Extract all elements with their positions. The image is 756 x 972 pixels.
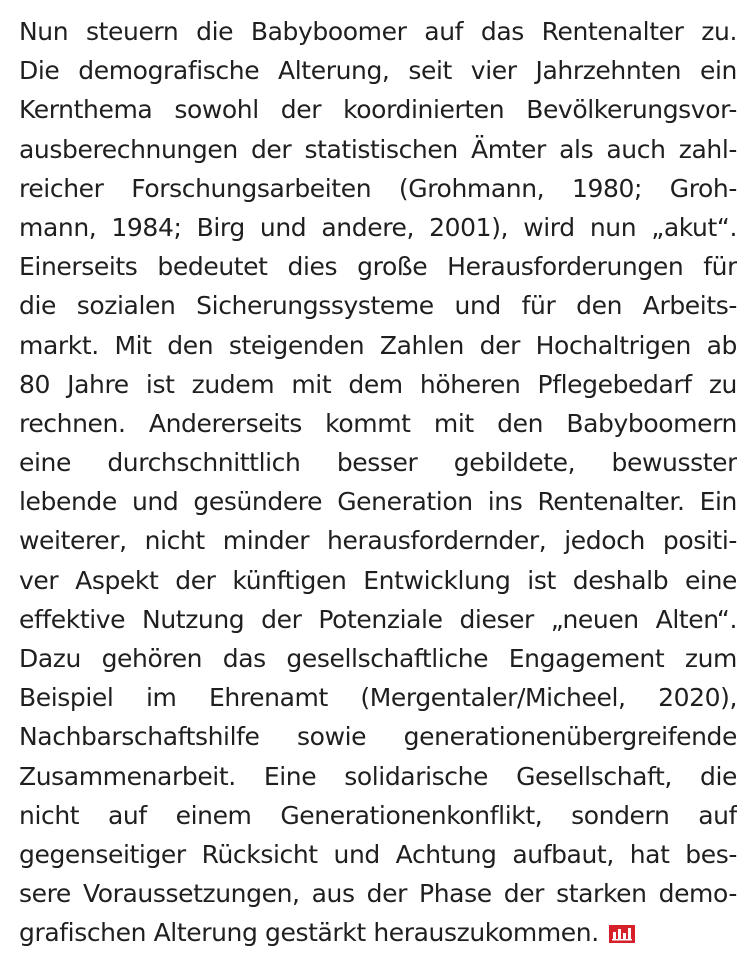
text-line: nicht auf einem Generationenkonflikt, sondern auf [19, 800, 737, 830]
text-line: Dazu gehören das gesellschaftliche Engagement zum [19, 644, 737, 673]
text-line-last [19, 913, 737, 952]
end-mark-bar-1 [613, 932, 616, 939]
text-line: mann, 1984; Birg und andere, 2001), wird nun „akut“. [19, 212, 737, 242]
end-mark-bar-3 [623, 933, 626, 939]
text-line: Kernthema sowohl der koordinierten Bevölkerungsvor- [19, 95, 737, 125]
last-line-text: grafischen Alterung gestärkt herauszukommen. [19, 918, 599, 948]
text-line: Zusammenarbeit. Eine solidarische Gesellschaft, die [19, 761, 737, 791]
text-line: die sozialen Sicherungssysteme und für den Arbeits- [19, 291, 737, 321]
text-line: reicher Forschungsarbeiten (Grohmann, 1980; Groh- [19, 173, 737, 203]
text-line: sere Voraussetzungen, aus der Phase der starken demo- [19, 879, 737, 909]
text-line: weiterer, nicht minder herausfordernder, jedoch positi- [19, 526, 737, 556]
text-line: Einerseits bedeutet dies große Herausforderungen für [19, 252, 737, 282]
article-end-mark-icon [609, 915, 635, 933]
text-line: eine durchschnittlich besser gebildete, bewusster [19, 448, 737, 478]
text-line: 80 Jahre ist zudem mit dem höheren Pflegebedarf zu [19, 369, 737, 399]
text-line: rechnen. Andererseits kommt mit den Babyboomern [19, 408, 737, 438]
text-line: Beispiel im Ehrenamt (Mergentaler/Micheel, 2020), [19, 683, 737, 713]
text-line: lebende und gesündere Generation ins Rentenalter. Ein [19, 487, 737, 517]
text-line: effektive Nutzung der Potenziale dieser „neuen Alten“. [19, 604, 737, 634]
text-line: markt. Mit den steigenden Zahlen der Hochaltrigen ab [19, 330, 737, 360]
article-paragraph [19, 12, 737, 953]
end-mark-baseline [612, 939, 632, 941]
text-line: ausberechnungen der statistischen Ämter als auch zahl- [19, 134, 737, 164]
end-mark-bar-4 [628, 928, 631, 939]
text-line: Die demografische Alterung, seit vier Jahrzehnten ein [19, 56, 737, 86]
end-mark-bar-2 [618, 929, 621, 939]
text-line: ver Aspekt der künftigen Entwicklung ist deshalb eine [19, 565, 737, 595]
end-mark-svg [609, 925, 635, 943]
text-line: gegenseitiger Rücksicht und Achtung aufbaut, hat bes- [19, 839, 737, 869]
text-line: Nun steuern die Babyboomer auf das Rentenalter zu. [19, 17, 737, 46]
text-line: Nachbarschaftshilfe sowie generationenübergreifende [19, 722, 737, 752]
